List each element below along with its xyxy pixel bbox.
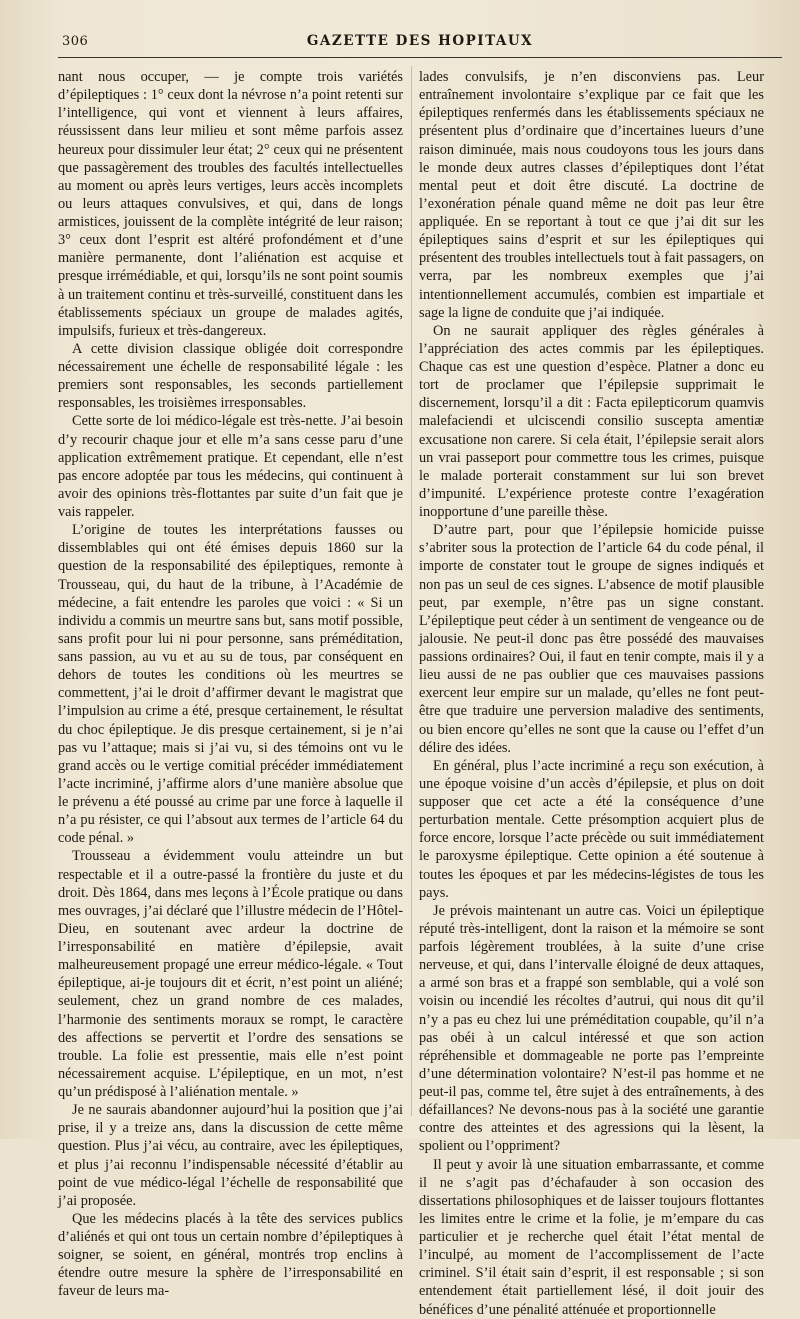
paragraph: Trousseau a évidemment voulu atteindre un but respectable et il a outre-passé la frontière du juste et du droit. Dès 1864, dans mes leçons à l’École pratique ou dans mes ouvrages, j’ai déclaré que l’illustre médecin de l’Hôtel-Dieu, en soutenant avec ardeur la doctrine de l’irresponsabilité en matière d’épilepsie, avait malheureusement propagé une erreur médico-légale. « Tout épileptique, ai-je toujours dit et écrit, n’est point un aliéné; seulement, chez un grand nombre de ces malades, l’harmonie des sentiments moraux se rompt, le caractère des affections se pervertit et l’ordre des sensations se trouble. La folie est pressentie, mais elle n’est point nécessairement acquise. L’épileptique, en un mot, n’est qu’un prédisposé à l’aliénation mentale. » <box>58 848 403 1100</box>
paragraph: En général, plus l’acte incriminé a reçu son exécution, à une époque voisine d’un accès d’épilepsie, et plus on doit supposer que cet acte a été la conséquence d’une perturbation mentale. Cette présomption acquiert plus de force encore, lorsque l’acte précède ou suit immédiatement le paroxysme épileptique. Cette opinion a été soutenue à toutes les époques et par les médecins-légistes de tous les pays. <box>419 757 764 901</box>
paragraph: Il peut y avoir là une situation embarrassante, et comme il ne s’agit pas d’échafauder à son occasion des dissertations philosophiques et de laisser toujours flottantes les limites entre le crime et la folie, je m’empare du cas particulier et je recherche quel était l’état mental de l’inculpé, au moment de l’accomplissement de l’acte criminel. S’il était sain d’esprit, il est responsable ; si son entendement était partiellement lésé, il doit jouir des bénéfices d’une pénalité atténuée et proportionnelle <box>419 1156 764 1318</box>
paragraph: Je prévois maintenant un autre cas. Voici un épileptique réputé très-intelligent, dont la raison et la mémoire se sont parfois légèrement troublées, à la suite d’une crise nerveuse, et qui, dans l’intervalle éloigné de deux attaques, a armé son bras et a frappé son semblable, qui a volé son voisin ou incendié les récoltes d’autrui, qui nous dit qu’il n’y a pas eu chez lui une préméditation coupable, qu’il n’a pas obéi à un calcul intéressé et que son action répréhensible et dommageable ne porte pas l’empreinte d’une détermination volontaire? N’est-il pas homme et ne peut-il pas, comme tel, être sujet à des entraînements, à des défaillances? Ne devons-nous pas à la société une garantie contre des atteintes et des agressions qui la lèsent, la spolient ou l’oppriment? <box>419 902 764 1155</box>
paragraph: nant nous occuper, — je compte trois variétés d’épileptiques : 1° ceux dont la névrose n’a point retenti sur l’intelligence, qui vont et viennent à leurs affaires, réussissent dans leur milieu et sont même parfois assez heureux pour dissimuler leur état; 2° ceux qui ne présentent que passagèrement des troubles des facultés intellectuelles au moment ou après leurs vertiges, leurs accès incomplets ou leurs attaques convulsives, et qui, dans de longs armistices, jouissent de la complète intégrité de leur raison; 3° ceux dont l’esprit est altéré profondément et d’une manière permanente, dont l’aliénation est acquise et presque irrémédiable, et qui, lorsqu’ils ne sont point soumis à un traitement continu et très-surveillé, constituent dans les établissements spéciaux un groupe de malades agités, impulsifs, furieux et très-dangereux. <box>58 69 403 339</box>
page-header <box>58 28 782 54</box>
paragraph: lades convulsifs, je n’en disconviens pas. Leur entraînement involontaire s’explique par ce fait que les épileptiques renfermés dans les établissements spéciaux ne présentent plus d’ordinaire que d’incertaines lueurs d’une raison diminuée, mais nous coudoyons tous les jours dans le monde deux autres classes d’épileptiques dont l’état mental peut et doit être discuté. La doctrine de l’exonération pénale quand même ne doit pas leur être appliquée. En se reportant à tout ce que j’ai dit sur les épileptiques sains d’esprit et sur les épileptiques qui présentent des troubles intellectuels tout à fait passagers, on verra, par les nombreux exemples que j’ai intentionnellement accumulés, combien est impartiale et sage la ligne de conduite que j’ai indiquée. <box>419 69 764 321</box>
right-column <box>419 68 764 1319</box>
paragraph: L’origine de toutes les interprétations fausses ou dissemblables qui ont été émises depuis 1860 sur la question de la responsabilité des épileptiques, remonte à Trousseau, qui, du haut de la tribune, à l’Académie de médecine, a fait entendre les paroles que voici : « Si un individu a commis un meurtre sans but, sans motif possible, sans profit pour lui ni pour personne, sans préméditation, sans passion, au vu et au su de tous, par conséquent en dehors de toutes les conditions où les meurtres se commettent, j’ai le droit d’affirmer devant le magistrat que l’impulsion au crime a été, presque certainement, le résultat du choc épileptique. Je dis presque certainement, si je n’ai pas vu l’attaque; mais si j’ai vu, si des témoins ont vu le grand accès ou le vertige comitial précéder immédiatement l’acte incriminé, j’affirme alors d’une manière absolue que le prévenu a été poussé au crime par une force à laquelle il n’a pu résister, ce qui l’absout aux termes de l’article 64 du code pénal. » <box>58 522 403 847</box>
paragraph: On ne saurait appliquer des règles générales à l’appréciation des actes commis par les épileptiques. Chaque cas est une question d’espèce. Platner a donc eu tort de proclamer que l’épilepsie supprimait le discernement, lorsqu’il a dit : Facta epilepticorum quamvis malefaciendi et ulciscendi consilio suscepta amentiæ excusatione non carere. Si cela était, l’épilepsie serait alors un vrai passeport pour commettre tous les crimes, puisque le malade porterait constamment sur lui son brevet d’impunité. L’expérience proteste contre l’exagération inopportune d’une pareille thèse. <box>419 322 764 520</box>
paragraph: A cette division classique obligée doit correspondre nécessairement une échelle de responsabilité légale : les premiers sont responsables, les seconds partiellement responsables, les troisièmes irresponsables. <box>58 340 403 412</box>
journal-title: GAZETTE DES HOPITAUX <box>306 33 534 49</box>
paragraph: Je ne saurais abandonner aujourd’hui la position que j’ai prise, il y a treize ans, dans la discussion de cette même question. Plus j’ai vécu, au contraire, avec les épileptiques, et plus j’ai reconnu l’indispensable nécessité d’établir au point de vue médico-légal l’échelle de responsabilité que j’ai proposée. <box>58 1102 403 1209</box>
header-rule <box>58 57 782 58</box>
column-divider <box>411 66 412 1116</box>
paragraph: Cette sorte de loi médico-légale est très-nette. J’ai besoin d’y recourir chaque jour et elle m’a sans cesse paru d’une application extrêmement pratique. Et cependant, elle n’est pas encore adoptée par tous les médecins, qui continuent à avoir des opinions très-flottantes par suite d’un fait que je vais rappeler. <box>58 413 403 520</box>
left-column <box>58 68 403 1301</box>
paragraph: D’autre part, pour que l’épilepsie homicide puisse s’abriter sous la protection de l’article 64 du code pénal, il importe de constater tout le groupe de signes indiqués et non pas un seul de ces signes. L’absence de motif plausible peut, par exemple, n’être pas un signe constant. L’épileptique peut céder à un sentiment de vengeance ou de jalousie. Ne peut-il donc pas être possédé des mauvaises passions ordinaires? Oui, il faut en tenir compte, mais il y a lieu aussi de ne pas oublier que ces mauvaises passions exercent leur empire sur un malade, qu’elles ne font peut-être que traduire une perversion maladive des sentiments, ou bien encore qu’elles ne sont que la cause ou l’effet d’un délire des idées. <box>419 522 764 756</box>
paragraph: Que les médecins placés à la tête des services publics d’aliénés et qui ont tous un certain nombre d’épileptiques à soigner, se soient, en général, montrés trop enclins à étendre outre mesure la sphère de l’irresponsabilité en faveur de leurs ma- <box>58 1210 403 1300</box>
page-number: 306 <box>62 34 89 49</box>
